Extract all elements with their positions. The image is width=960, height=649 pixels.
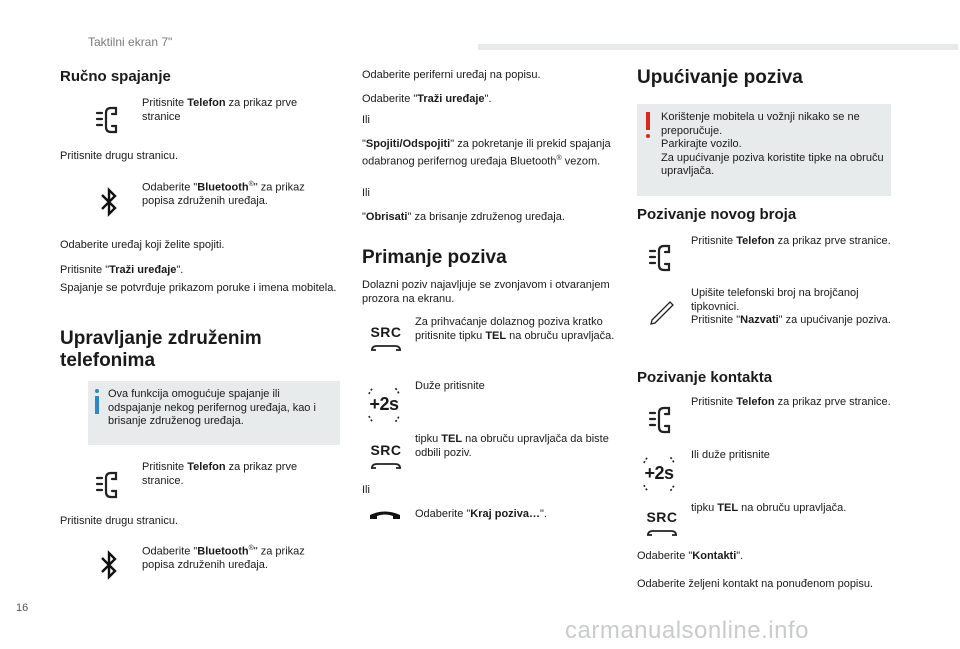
instruction-text: Pritisnite "Traži uređaje". (60, 264, 184, 276)
instruction-text: Odaberite periferni uređaj na popisu. (362, 69, 541, 81)
section-title-make-call: Upućivanje poziva (637, 67, 803, 88)
bluetooth-icon (92, 548, 126, 582)
instruction-text: Odaberite uređaj koji želite spojiti. (60, 239, 225, 251)
section-title-manual-pairing: Ručno spajanje (60, 68, 171, 85)
warning-text: Korištenje mobitela u vožnji nikako se ne preporučuje. Parkirajte vozilo. Za upućivanje poziva koristite tipke na obruču upravljača. (661, 111, 884, 177)
instruction-text: "Spojiti/Odspojiti" za pokretanje ili prekid spajanja odabranog perifernog uređaja Bluetooth® vezom. (362, 138, 611, 168)
instruction-text: Odaberite željeni kontakt na ponuđenom popisu. (637, 578, 874, 590)
instruction-text: Duže pritisnite (415, 380, 485, 392)
pencil-icon (645, 294, 679, 328)
instruction-text: "Obrisati" za brisanje združenog uređaja. (362, 211, 565, 223)
instruction-text: Pritisnite drugu stranicu. (60, 515, 178, 527)
instruction-text: Dolazni poziv najavljuje se zvonjavom i otvaranjem prozora na ekranu. (362, 279, 610, 305)
phone-handset-icon (88, 465, 128, 505)
header-divider (478, 44, 958, 50)
instruction-text: Odaberite "Kontakti". (637, 550, 744, 562)
warning-box (637, 104, 891, 196)
src-key-icon: SRC (366, 442, 406, 478)
bluetooth-icon (92, 185, 126, 219)
hang-up-icon (367, 505, 403, 527)
section-title-call-contact: Pozivanje kontakta (637, 369, 773, 386)
instruction-text: Za prihvaćanje dolaznog poziva kratko pritisnite tipku TEL na obruču upravljača. (415, 316, 615, 342)
src-key-icon: SRC (366, 324, 406, 360)
instruction-text: tipku TEL na obruču upravljača. (691, 502, 847, 514)
instruction-text: Odaberite "Kraj poziva…". (415, 508, 547, 520)
instruction-text: Ili (362, 484, 370, 496)
phone-handset-icon (88, 100, 128, 140)
instruction-text: Odaberite "Bluetooth®" za prikaz popisa združenih uređaja. (142, 545, 305, 572)
section-title-call-new-number: Pozivanje novog broja (637, 206, 797, 223)
src-key-icon: SRC (642, 509, 682, 545)
instruction-text: Ili (362, 187, 370, 199)
section-title-manage-phones: Upravljanje združenim telefonima (60, 328, 262, 371)
instruction-text: Spajanje se potvrđuje prikazom poruke i imena mobitela. (60, 282, 337, 294)
instruction-text: Upišite telefonski broj na brojčanoj tipkovnici. Pritisnite "Nazvati" za upućivanje poziva. (691, 287, 891, 326)
info-text: Ova funkcija omogućuje spajanje ili odspajanje nekog perifernog uređaja, kao i brisanje združenog uređaja. (108, 388, 316, 427)
page-number: 16 (16, 602, 29, 614)
instruction-text: Pritisnite Telefon za prikaz prve stranice. (142, 461, 298, 487)
info-icon (95, 389, 99, 415)
info-box (88, 381, 340, 445)
instruction-text: Ili (362, 114, 370, 126)
watermark: carmanualsonline.info (565, 617, 809, 644)
warning-icon (646, 112, 650, 140)
section-title-receive-call: Primanje poziva (362, 247, 507, 268)
long-press-2s-icon: +2s (636, 457, 682, 491)
instruction-text: Pritisnite Telefon za prikaz prve stranice. (691, 235, 891, 247)
instruction-text: Ili duže pritisnite (691, 449, 770, 461)
instruction-text: Odaberite "Traži uređaje". (362, 93, 492, 105)
instruction-text: Pritisnite Telefon za prikaz prve stranice. (691, 396, 891, 408)
instruction-text: Odaberite "Bluetooth®" za prikaz popisa združenih uređaja. (142, 181, 305, 208)
instruction-text: tipku TEL na obruču upravljača da biste odbili poziv. (415, 433, 609, 459)
phone-handset-icon (641, 238, 681, 278)
instruction-text: Pritisnite drugu stranicu. (60, 150, 178, 162)
phone-handset-icon (641, 400, 681, 440)
instruction-text: Pritisnite Telefon za prikaz prve stranice (142, 97, 298, 123)
page-header-title: Taktilni ekran 7" (88, 35, 173, 49)
long-press-2s-icon: +2s (361, 388, 407, 422)
